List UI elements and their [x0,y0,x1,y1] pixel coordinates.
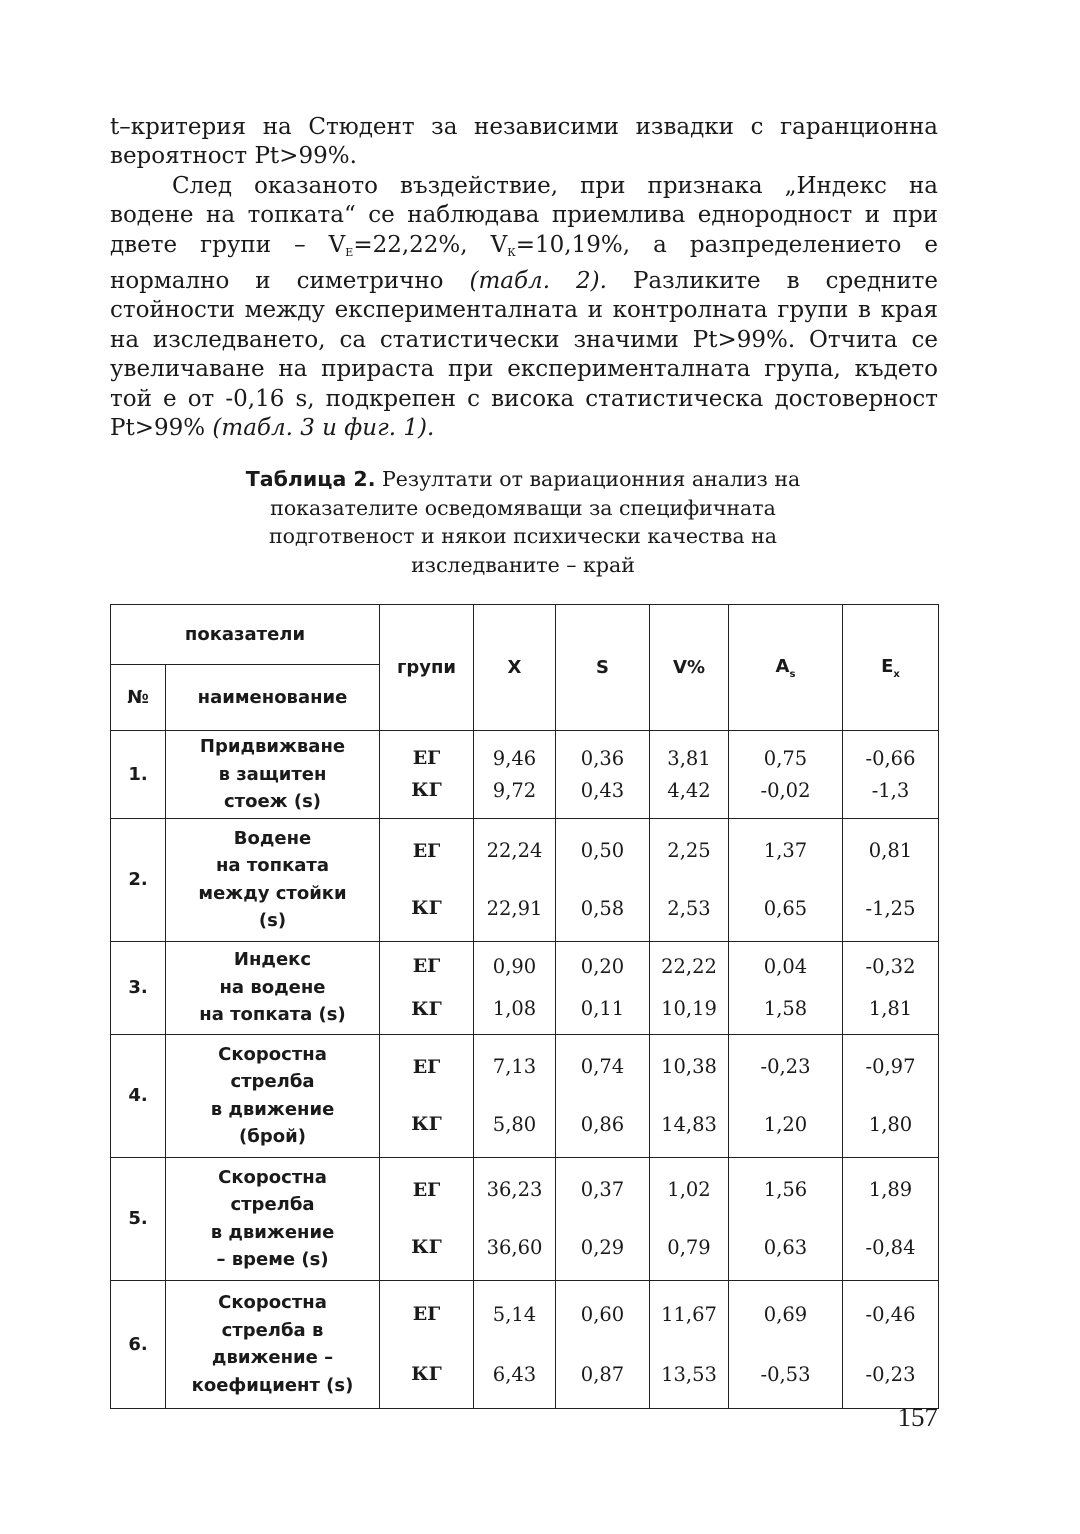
results-table [110,604,939,1409]
value-e-kg: -0,23 [865,1362,916,1386]
indicator-name-line: в движение [210,1098,335,1120]
value-x-kg: 36,60 [486,1235,543,1259]
value-e-kg: -0,84 [865,1235,916,1259]
value-a-kg: 1,58 [763,997,808,1021]
value-e-eg: -0,97 [865,1055,916,1079]
indicator-name-line: Скоростна [218,1166,327,1188]
value-v [650,941,729,1034]
value-s [556,1034,650,1157]
value-v-kg: 0,79 [667,1235,711,1259]
value-v [650,1280,729,1408]
indicator-name-line: в защитен [218,763,327,785]
indicator-name-line: между стойки [198,882,347,904]
value-x [474,818,556,941]
indicator-name-line: – време (s) [216,1249,329,1270]
value-s [556,1157,650,1280]
value-x-eg: 9,46 [492,746,537,770]
value-a-kg: 0,63 [763,1235,808,1259]
group-label [380,1157,474,1280]
group-label-kg: КГ [411,1363,442,1385]
indicator-name-line: Водене [233,827,312,849]
value-x-kg: 1,08 [492,997,537,1021]
table-caption [200,465,846,579]
group-label-eg: ЕГ [412,1055,441,1078]
value-e-eg: -0,66 [865,746,916,770]
group-label [380,941,474,1034]
table-row [111,1280,939,1408]
value-x [474,731,556,819]
row-number: 4. [111,1034,166,1157]
value-e-eg: -0,46 [865,1302,916,1326]
value-e-kg: -1,25 [865,896,916,920]
value-v-kg: 10,19 [661,997,717,1021]
header-indicators: показатели [111,605,380,665]
value-x-kg: 22,91 [486,896,543,920]
indicator-name-line: (s) [258,910,287,931]
indicator-name-line: Скоростна [218,1292,327,1313]
indicator-name [166,1280,380,1408]
value-a-eg: 0,04 [763,954,808,978]
indicator-name-line: стрелба [230,1194,315,1215]
indicator-name-line: на топката [215,855,330,876]
value-e [843,818,939,941]
header-groups: групи [380,605,474,731]
indicator-name [166,941,380,1034]
value-s [556,818,650,941]
value-x-kg: 6,43 [492,1362,537,1386]
indicator-name-line: коефициент (s) [191,1374,354,1396]
value-v-kg: 13,53 [661,1362,717,1386]
value-s-eg: 0,60 [580,1302,625,1326]
value-a [729,731,843,819]
value-v-kg: 4,42 [667,778,711,802]
group-label-kg: КГ [411,997,442,1020]
value-e-eg: -0,32 [865,954,916,978]
value-v [650,731,729,819]
page-number: 157 [897,1402,938,1432]
value-v-eg: 3,81 [667,746,711,770]
value-v [650,818,729,941]
value-s [556,1280,650,1408]
value-e-kg: -1,3 [871,778,910,802]
indicator-name [166,731,380,819]
indicator-name-line: Индекс [233,949,312,971]
value-x-eg: 5,14 [492,1302,537,1326]
value-s-eg: 0,20 [580,954,625,978]
group-label-eg: ЕГ [412,1178,441,1201]
value-a [729,1280,843,1408]
value-x [474,1280,556,1408]
value-s-kg: 0,29 [580,1235,625,1259]
indicator-name [166,818,380,941]
value-x-eg: 36,23 [486,1178,543,1202]
value-a-eg: 1,56 [763,1178,808,1202]
value-e [843,1157,939,1280]
header-x: X [474,605,556,731]
indicator-name-line: (брой) [239,1126,306,1147]
value-s-kg: 0,86 [580,1112,625,1136]
value-a [729,941,843,1034]
group-label-eg: ЕГ [412,839,441,862]
table-row [111,1157,939,1280]
group-label-kg: КГ [411,1113,442,1136]
value-s-eg: 0,37 [580,1178,625,1202]
value-a-kg: -0,02 [760,778,811,802]
value-a-kg: 1,20 [763,1112,808,1136]
value-x-eg: 0,90 [492,954,537,978]
value-x-eg: 7,13 [492,1055,537,1079]
row-number: 1. [111,731,166,819]
group-label [380,818,474,941]
value-s-kg: 0,43 [580,778,625,802]
group-label-kg: КГ [411,1236,442,1259]
group-label-eg: ЕГ [412,747,441,770]
group-label [380,1280,474,1408]
row-number: 3. [111,941,166,1034]
value-v-kg: 14,83 [661,1112,717,1136]
value-s-eg: 0,74 [580,1055,625,1079]
value-v [650,1034,729,1157]
value-a-eg: 0,75 [763,746,808,770]
value-v-eg: 2,25 [667,839,711,863]
value-s-kg: 0,58 [580,896,625,920]
header-name: наименование [166,665,380,731]
value-s [556,731,650,819]
table-row [111,731,939,819]
row-number: 6. [111,1280,166,1408]
value-x [474,941,556,1034]
table-row [111,941,939,1034]
table-row [111,818,939,941]
paragraph-2: След оказаното въздействие, при признака „Индекс на водене на топката“ се наблюдава приемлива еднородност и при двете групи – $V_Е=22,22\%$, $V_К=10,19\%$, а разпределението е нормално и симетрично (табл. 2). Разликите в средните стойности между експерименталната и контролната групи в края на изследването, са статистически значими Pt>99%. Отчита се увеличаване на прираста при експерименталната група, където той е от -0,16 s, подкрепен с висока статистическа достоверност Pt>99% (табл. 3 и фиг. 1). [110,172,938,442]
group-label-kg: КГ [411,779,442,802]
header-s: S [556,605,650,731]
value-a [729,818,843,941]
value-e-kg: 1,80 [868,1112,913,1136]
value-x-eg: 22,24 [486,839,543,863]
value-x-kg: 9,72 [492,778,537,802]
group-label-eg: ЕГ [412,955,441,978]
value-e-kg: 1,81 [868,997,913,1021]
indicator-name [166,1157,380,1280]
value-e-eg: 1,89 [868,1178,913,1202]
indicator-name-line: стрелба [230,1071,315,1092]
value-v-eg: 1,02 [667,1178,711,1202]
body-text [110,113,938,443]
group-label-eg: ЕГ [412,1303,441,1325]
value-v-eg: 22,22 [661,954,717,978]
value-e-eg: 0,81 [868,839,913,863]
header-v-percent: V% [650,605,729,731]
indicator-name-line: стоеж (s) [223,791,322,812]
indicator-name-line: на топката (s) [199,1004,346,1026]
value-v-kg: 2,53 [667,896,711,920]
table-caption-label: Таблица 2. [245,467,376,491]
value-v-eg: 11,67 [661,1302,717,1326]
value-s-kg: 0,11 [580,997,625,1021]
value-a-eg: 1,37 [763,839,808,863]
value-a-kg: 0,65 [763,896,808,920]
indicator-name-line: Скоростна [218,1043,327,1065]
value-x-kg: 5,80 [492,1112,537,1136]
indicator-name [166,1034,380,1157]
header-number: № [111,665,166,731]
indicator-name-line: Придвижване [199,736,346,757]
indicator-name-line: стрелба в [221,1319,324,1341]
group-label [380,1034,474,1157]
paragraph-1: t–критерия на Стюдент за независими извадки с гаранционна вероятност Pt>99%. [110,114,938,170]
value-a [729,1157,843,1280]
indicator-name-line: движение – [211,1347,334,1368]
table-figure-reference: (табл. 3 и фиг. 1). [212,415,435,442]
value-v-eg: 10,38 [661,1055,717,1079]
value-a-eg: 0,69 [763,1302,808,1326]
table-reference: (табл. 2). [469,268,607,295]
row-number: 5. [111,1157,166,1280]
value-e [843,731,939,819]
value-e [843,1280,939,1408]
value-x [474,1157,556,1280]
value-v [650,1157,729,1280]
value-e [843,941,939,1034]
row-number: 2. [111,818,166,941]
value-e [843,1034,939,1157]
value-s [556,941,650,1034]
value-s-eg: 0,50 [580,839,625,863]
header-excess: $E_x$ [843,605,939,731]
value-a [729,1034,843,1157]
indicator-name-line: в движение [210,1221,335,1243]
group-label-kg: КГ [411,897,442,920]
table-caption-text: Резултати от вариационния анализ на показателите осведомяващи за специфичната подготвеност и някои психически качества на изследваните – край [268,467,801,577]
header-asymmetry: $A_s$ [729,605,843,731]
value-s-kg: 0,87 [580,1362,625,1386]
value-s-eg: 0,36 [580,746,625,770]
value-a-kg: -0,53 [760,1362,811,1386]
indicator-name-line: на водене [219,976,326,998]
group-label [380,731,474,819]
value-x [474,1034,556,1157]
table-row [111,1034,939,1157]
value-a-eg: -0,23 [760,1055,811,1079]
